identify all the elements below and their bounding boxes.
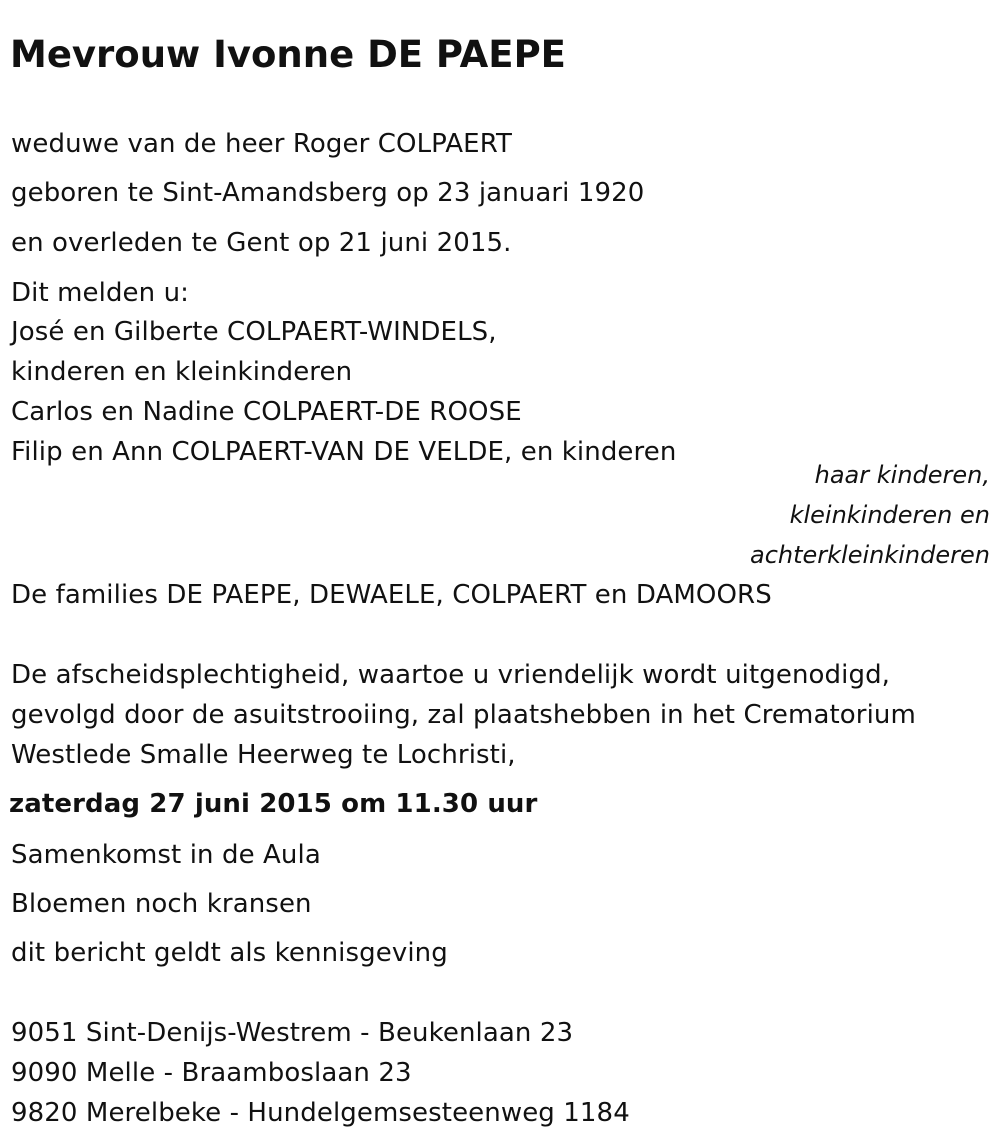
address-line: 9820 Merelbeke - Hundelgemsesteenweg 1184 — [11, 1098, 630, 1128]
death-line: en overleden te Gent op 21 juni 2015. — [11, 228, 512, 258]
page-title: Mevrouw Ivonne DE PAEPE — [10, 33, 566, 76]
birth-line: geboren te Sint-Amandsberg op 23 januari 1920 — [11, 178, 645, 208]
flowers-line: Bloemen noch kransen — [11, 889, 312, 919]
announcer-line: Carlos en Nadine COLPAERT-DE ROOSE — [11, 397, 522, 427]
side-note-line: achterkleinkinderen — [750, 541, 990, 569]
announcers-heading: Dit melden u: — [11, 278, 190, 308]
address-line: 9090 Melle - Braamboslaan 23 — [11, 1058, 412, 1088]
side-note-line: haar kinderen, — [814, 461, 990, 489]
ceremony-line: Westlede Smalle Heerweg te Lochristi, — [11, 740, 516, 770]
ceremony-line: De afscheidsplechtigheid, waartoe u vriendelijk wordt uitgenodigd, — [11, 660, 891, 690]
side-note-line: kleinkinderen en — [789, 501, 990, 529]
meeting-line: Samenkomst in de Aula — [11, 840, 321, 870]
families-line: De families DE PAEPE, DEWAELE, COLPAERT en DAMOORS — [11, 580, 772, 610]
widow-of-line: weduwe van de heer Roger COLPAERT — [11, 129, 512, 159]
announcer-line: José en Gilberte COLPAERT-WINDELS, — [11, 317, 497, 347]
address-line: 9051 Sint-Denijs-Westrem - Beukenlaan 23 — [11, 1018, 574, 1048]
ceremony-line: gevolgd door de asuitstrooiing, zal plaatshebben in het Crematorium — [11, 700, 916, 730]
notice-line: dit bericht geldt als kennisgeving — [11, 938, 448, 968]
ceremony-datetime: zaterdag 27 juni 2015 om 11.30 uur — [9, 789, 538, 819]
announcer-line: kinderen en kleinkinderen — [11, 357, 353, 387]
announcer-line: Filip en Ann COLPAERT-VAN DE VELDE, en kinderen — [11, 437, 677, 467]
